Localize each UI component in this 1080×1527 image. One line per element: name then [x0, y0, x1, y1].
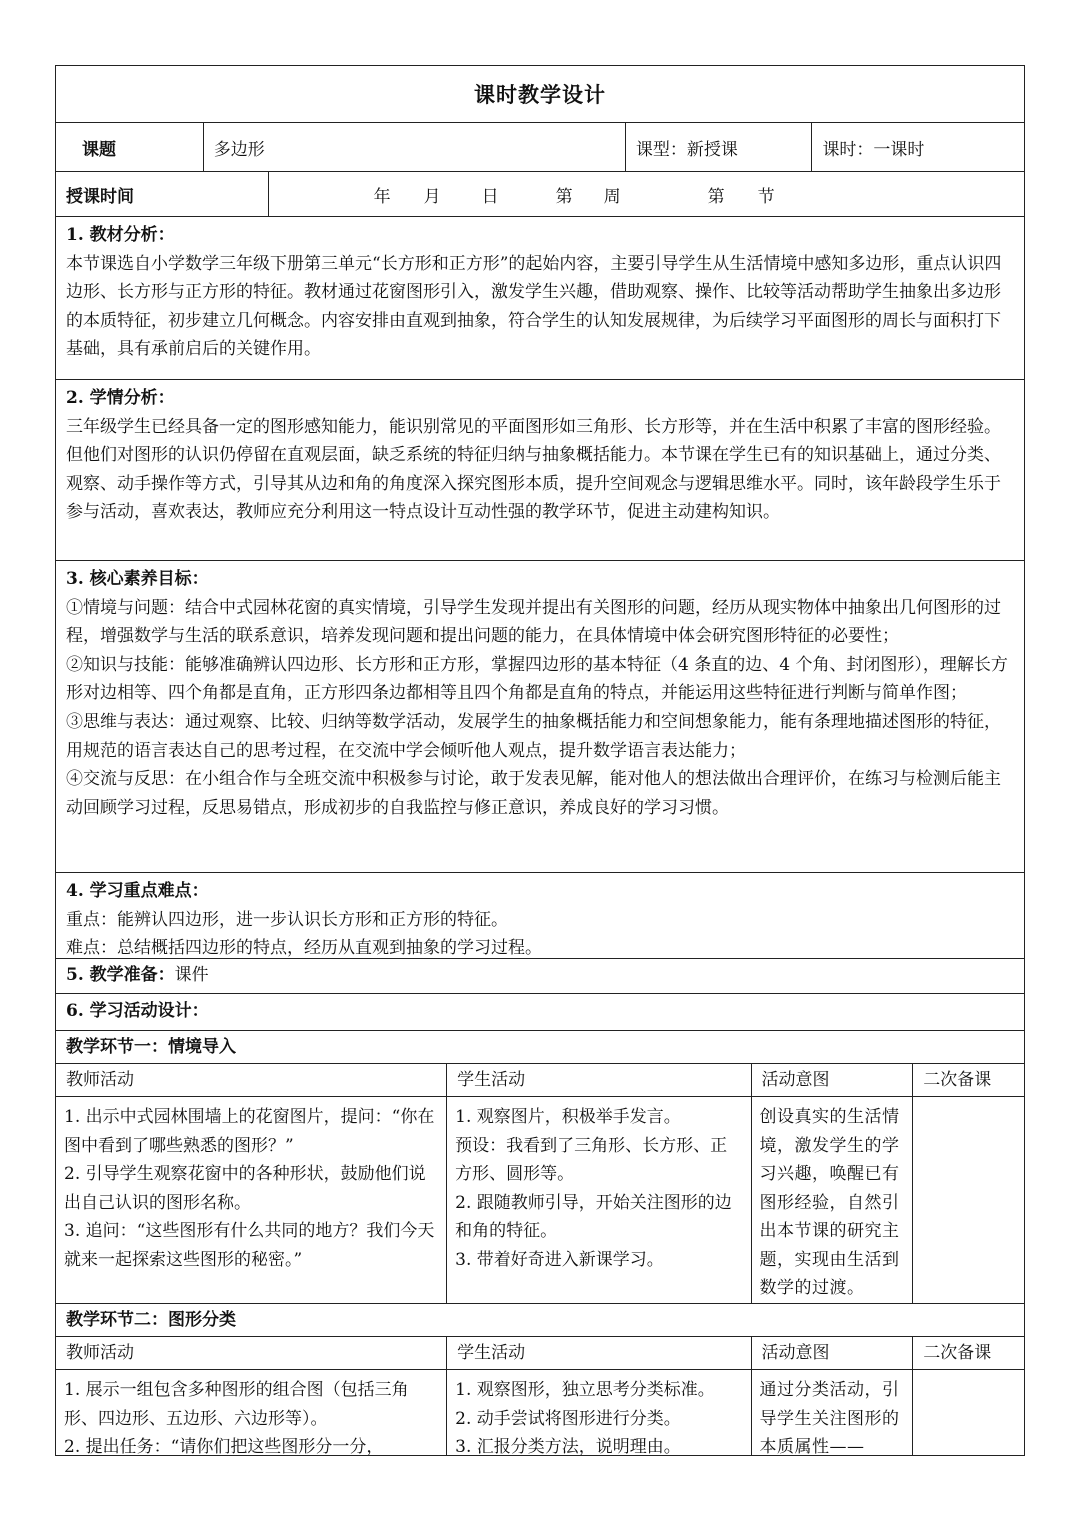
activity-intent: 通过分类活动，引导学生关注图形的本质属性—— — [752, 1370, 914, 1455]
list-item: 3. 追问：“这些图形有什么共同的地方？我们今天就来一起探索这些图形的秘密。” — [64, 1221, 435, 1270]
table-row — [55, 1370, 1025, 1456]
section-heading: 5. 教学准备： — [66, 965, 175, 985]
section-heading: 2. 学情分析： — [66, 388, 175, 408]
student-activity — [447, 1370, 751, 1455]
section-student-analysis — [55, 380, 1025, 561]
teacher-activity — [56, 1097, 447, 1303]
list-item: 1. 观察图片，积极举手发言。 — [455, 1107, 681, 1127]
col-intent: 活动意图 — [752, 1337, 914, 1369]
goal-item: ④交流与反思：在小组合作与全班交流中积极参与讨论，敢于发表见解，能对他人的想法做出合理评价，在练习与检测后能主动回顾学习过程，反思易错点，形成初步的自我监控与修正意识，养成良好的学习习惯。 — [66, 769, 1001, 818]
section-heading: 4. 学习重点难点： — [66, 881, 209, 901]
table-row — [55, 1097, 1025, 1304]
topic-label: 课题 — [56, 123, 204, 171]
second-prep — [913, 1370, 1024, 1455]
lesson-type: 课型：新授课 — [626, 123, 813, 171]
topic-value: 多边形 — [204, 123, 626, 171]
list-item: 1. 观察图形，独立思考分类标准。 — [455, 1380, 715, 1400]
date-year: 年 — [373, 186, 391, 207]
teacher-activity — [56, 1370, 447, 1455]
section-text: 本节课选自小学数学三年级下册第三单元“长方形和正方形”的起始内容，主要引导学生从生活情境中感知多边形，重点认识四边形、长方形与正方形的特征。教材通过花窗图形引入，激发学生兴趣，借助观察、操作、比较等活动帮助学生抽象出多边形的本质特征，初步建立几何概念。内容安排由直观到抽象，符合学生的认知发展规律，为后续学习平面图形的周长与面积打下基础，具有承前启后的关键作用。 — [66, 253, 1002, 360]
section-activity-design — [55, 994, 1025, 1031]
activity-intent: 创设真实的生活情境，激发学生的学习兴趣，唤醒已有图形经验，自然引出本节课的研究主题，实现由生活到数学的过渡。 — [752, 1097, 914, 1303]
list-item: 2. 引导学生观察花窗中的各种形状，鼓励他们说出自己认识的图形名称。 — [64, 1164, 426, 1213]
section-preparation — [55, 959, 1025, 994]
list-item: 1. 出示中式园林围墙上的花窗图片，提问：“你在图中看到了哪些熟悉的图形？” — [64, 1107, 435, 1156]
lesson-period: 课时：一课时 — [822, 139, 925, 160]
col-student: 学生活动 — [447, 1064, 751, 1096]
section-key-points — [55, 873, 1025, 959]
document-title: 课时教学设计 — [55, 65, 1025, 123]
goal-item: ①情境与问题：结合中式园林花窗的真实情境，引导学生发现并提出有关图形的问题，经历从现实物体中抽象出几何图形的过程，增强数学与生活的联系意识，培养发现问题和提出问题的能力，在具体情境中体会研究图形特征的必要性； — [66, 597, 1001, 647]
list-item: 3. 带着好奇进入新课学习。 — [455, 1249, 664, 1270]
date-section-post: 节 — [757, 186, 775, 207]
col-second: 二次备课 — [923, 1343, 992, 1363]
section-textbook-analysis — [55, 217, 1025, 380]
col-second: 二次备课 — [923, 1070, 992, 1090]
section-text: 三年级学生已经具备一定的图形感知能力，能识别常见的平面图形如三角形、长方形等，并在生活中积累了丰富的图形经验。但他们对图形的认识仍停留在直观层面，缺乏系统的特征归纳与抽象概括能力。本节课在学生已有的知识基础上，通过分类、观察、动手操作等方式，引导其从边和角的角度深入探究图形本质，提升空间观念与逻辑思维水平。同时，该年龄段学生乐于参与活动，喜欢表达，教师应充分利用这一特点设计互动性强的教学环节，促进主动建构知识。 — [66, 416, 1001, 523]
date-section-pre: 第 — [707, 186, 725, 207]
date-day: 日 — [481, 186, 499, 207]
section-heading: 1. 教材分析： — [66, 225, 175, 245]
stage-title: 教学环节二：图形分类 — [55, 1304, 1025, 1337]
preparation-value: 课件 — [174, 965, 209, 985]
list-item: 2. 提出任务：“请你们把这些图形分一分， — [64, 1437, 384, 1456]
table-header — [55, 1337, 1025, 1370]
list-item: 预设：我看到了三角形、长方形、正方形、圆形等。 — [455, 1135, 728, 1184]
stage-title: 教学环节一：情境导入 — [55, 1031, 1025, 1064]
table-header — [55, 1064, 1025, 1097]
lesson-plan-document — [55, 65, 1025, 1456]
time-row — [55, 172, 1025, 217]
col-teacher: 教师活动 — [56, 1337, 447, 1369]
key-point: 重点：能辨认四边形，进一步认识长方形和正方形的特征。 — [66, 909, 508, 930]
date-month: 月 — [423, 186, 441, 207]
date-week-pre: 第 — [555, 186, 573, 207]
col-teacher: 教师活动 — [56, 1064, 447, 1096]
list-item: 2. 跟随教师引导，开始关注图形的边和角的特征。 — [455, 1192, 732, 1241]
list-item: 3. 汇报分类方法，说明理由。 — [455, 1437, 681, 1456]
difficult-point: 难点：总结概括四边形的特点，经历从直观到抽象的学习过程。 — [66, 938, 542, 959]
section-core-goals — [55, 561, 1025, 873]
col-intent: 活动意图 — [752, 1064, 914, 1096]
list-item: 2. 动手尝试将图形进行分类。 — [455, 1408, 681, 1429]
section-heading: 6. 学习活动设计： — [66, 1001, 209, 1021]
second-prep — [913, 1097, 1024, 1303]
student-activity — [447, 1097, 751, 1303]
topic-row — [55, 123, 1025, 172]
goal-item: ③思维与表达：通过观察、比较、归纳等数学活动，发展学生的抽象概括能力和空间想象能力，能有条理地描述图形的特征，用规范的语言表达自己的思考过程，在交流中学会倾听他人观点，提升数学语言表达能力； — [66, 711, 1001, 761]
time-label: 授课时间 — [56, 172, 269, 216]
list-item: 1. 展示一组包含多种图形的组合图（包括三角形、四边形、五边形、六边形等）。 — [64, 1380, 409, 1429]
date-fields — [269, 172, 1024, 216]
section-heading: 3. 核心素养目标： — [66, 569, 209, 589]
date-week-post: 周 — [603, 186, 621, 207]
col-student: 学生活动 — [447, 1337, 751, 1369]
goal-item: ②知识与技能：能够准确辨认四边形、长方形和正方形，掌握四边形的基本特征（4 条直的边、4 个角、封闭图形），理解长方形对边相等、四个角都是直角，正方形四条边都相等且四个角都是直角的特点，并能运用这些特征进行判断与简单作图； — [66, 654, 1008, 704]
